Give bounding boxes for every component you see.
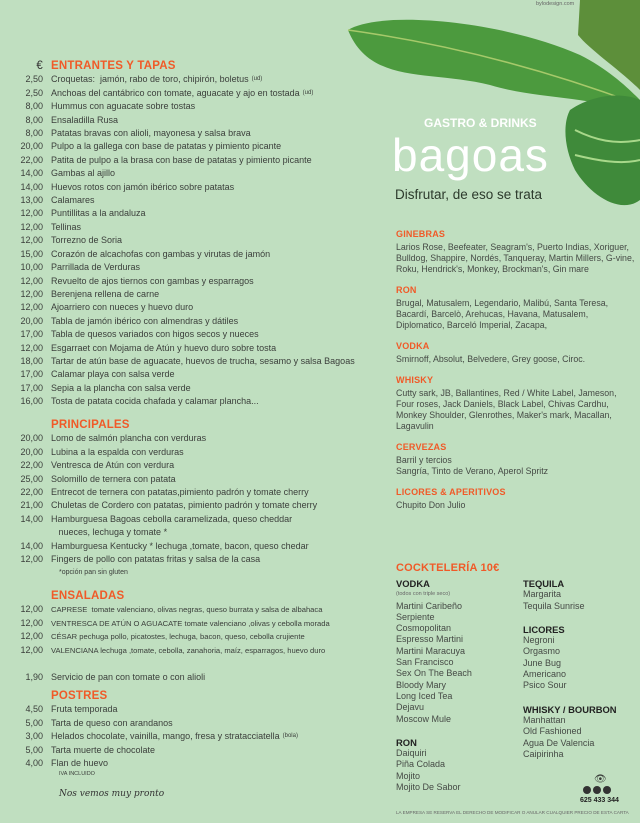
item-name: nueces, lechuga y tomate * (51, 527, 168, 538)
drink-group-list: Cutty sark, JB, Ballantines, Red / White Label, Jameson, Four roses, Jack Daniels, Black Label, Chivas Cardhu, Monkey Shoulder, Glenrothes, Maker's mark, Macallan, Lagavulin (396, 388, 617, 431)
cocktail-item: Manhattan (523, 714, 566, 725)
menu-item (0, 248, 355, 261)
social-icons (583, 786, 611, 794)
cocktail-item: Tequila Sunrise (523, 600, 585, 611)
price: 15,00 (20, 248, 43, 259)
cocktail-item: Americano (523, 669, 567, 680)
facebook-icon[interactable] (593, 786, 601, 794)
price: 5,00 (25, 717, 43, 728)
price: 12,00 (20, 221, 43, 232)
price: 14,00 (20, 540, 43, 551)
price: 12,00 (20, 208, 43, 219)
price: 12,00 (20, 342, 43, 353)
price: 22,00 (20, 487, 43, 498)
section-entrantes (0, 60, 355, 409)
credit: bylodesign.com (536, 1, 575, 7)
section-title: PRINCIPALES (51, 419, 130, 431)
drink-group-title: WHISKY (396, 375, 434, 385)
drinks-list (396, 229, 636, 521)
section-postres (0, 690, 298, 778)
menu-item (0, 87, 355, 100)
menu-item (0, 730, 298, 743)
menu-item (0, 100, 355, 113)
cocktail-item: Psico Sour (523, 680, 567, 691)
menu-item (0, 328, 355, 341)
drink-group-list: Barril y tercios Sangría, Tinto de Verano, Aperol Spritz (396, 455, 549, 476)
section-title: ENTRANTES Y TAPAS (51, 60, 176, 72)
vat-note: IVA INCLUIDO (59, 771, 95, 778)
menu-item (0, 459, 317, 472)
cocktail-item: Piña Colada (396, 759, 446, 770)
item-name: Fruta temporada (51, 704, 118, 715)
price: 20,00 (20, 315, 43, 326)
cocktail-group (396, 578, 472, 725)
drink-group-list: Larios Rose, Beefeater, Seagram's, Puerto Indias, Xoriguer, Bulldog, Shappire, Nordés, Tanqueray, Martin Millers, G-vine, Roku, Hendrick's, Monkey, Brockman's, Gin mare (396, 242, 635, 274)
currency-symbol: € (36, 60, 43, 72)
menu-item (0, 382, 355, 395)
price (0, 526, 51, 539)
menu-item (0, 717, 298, 730)
item-name: Hamburguesa Bagoas cebolla caramelizada, queso cheddar (51, 513, 293, 524)
instagram-icon[interactable] (583, 786, 591, 794)
item-name: Anchoas del cantábrico con tomate, aguacate y ajo en tostada (51, 87, 300, 98)
item-name: VENTRESCA DE ATÚN O AGUACATE tomate valenciano ,olivas y cebolla morada (51, 618, 330, 628)
item-name: Sepia a la plancha con salsa verde (51, 382, 191, 393)
item-name: Berenjena rellena de carne (51, 288, 160, 299)
menu-item (0, 603, 330, 616)
drink-group (396, 442, 636, 477)
item-name: Gambas al ajillo (51, 168, 116, 179)
cocktail-item: June Bug (523, 657, 562, 668)
section-ensaladas (0, 590, 330, 657)
item-name: Lomo de salmón plancha con verduras (51, 433, 207, 444)
menu-item (0, 553, 317, 566)
section-title: POSTRES (51, 690, 108, 702)
menu-item (0, 127, 355, 140)
menu-item (0, 315, 355, 328)
cocktail-item: Mojito (396, 770, 421, 781)
price: 5,00 (25, 744, 43, 755)
item-name: Pulpo a la gallega con base de patatas y pimiento picante (51, 141, 282, 152)
item-name: Lubina a la espalda con verduras (51, 446, 184, 457)
item-unit: (ud) (251, 76, 263, 83)
item-name: Patatas bravas con alioli, mayonesa y salsa brava (51, 128, 251, 139)
drink-group-title: LICORES & APERITIVOS (396, 487, 506, 497)
menu-item (0, 395, 355, 408)
menu-item (0, 261, 355, 274)
price: 12,00 (20, 235, 43, 246)
item-name: Helados chocolate, vainilla, mango, fresa y stratacciatella (51, 731, 280, 742)
item-name: Hamburguesa Kentucky * lechuga ,tomate, bacon, queso chedar (51, 540, 309, 551)
price: 2,50 (25, 74, 43, 85)
cocktail-item: Espresso Martini (396, 634, 464, 645)
menu-item (0, 703, 298, 716)
price: 8,00 (25, 114, 43, 125)
drink-group (396, 229, 636, 275)
item-name: Calamares (51, 195, 95, 206)
price: 18,00 (20, 355, 43, 366)
bread-service (0, 671, 205, 684)
price: 13,00 (20, 195, 43, 206)
item-name: Esgarraet con Mojama de Atún y huevo duro sobre tosta (51, 342, 277, 353)
menu-item (0, 355, 355, 368)
item-name: VALENCIANA lechuga ,tomate, cebolla, zanahoria, maíz, esparragos, huevo duro (51, 645, 326, 655)
menu-item (0, 486, 317, 499)
item-unit: (ud) (302, 89, 314, 96)
price: 4,50 (25, 704, 43, 715)
item-name: Solomillo de ternera con patata (51, 473, 176, 484)
menu-item (0, 73, 355, 86)
cocktail-group-note: (todos con triple seco) (396, 591, 451, 598)
tripadvisor-icon: 👁 (594, 774, 607, 785)
drink-group (396, 375, 636, 432)
item-name: Servicio de pan con tomate o con alioli (51, 672, 206, 682)
menu-item (0, 114, 355, 127)
price: 12,00 (20, 302, 43, 313)
item-name: Hummus con aguacate sobre tostas (51, 101, 196, 112)
section-principales (0, 419, 317, 580)
cocktail-item: Bloody Mary (396, 679, 447, 690)
menu-item (0, 432, 317, 445)
cocktail-group (523, 578, 617, 612)
menu-item (0, 154, 355, 167)
cocktail-item: Cosmopolitan (396, 623, 452, 634)
drink-group-title: CERVEZAS (396, 442, 447, 452)
drink-group-list: Chupito Don Julio (396, 500, 466, 510)
menu-item (0, 342, 355, 355)
item-name: Ensaladilla Rusa (51, 114, 119, 125)
gluten-note: *opción pan sin gluten (59, 569, 128, 577)
price: 17,00 (20, 382, 43, 393)
cocktail-item: Negroni (523, 635, 555, 646)
cocktails-title: COCKTELERÍA 10€ (396, 562, 500, 574)
price: 1,90 (25, 672, 43, 682)
item-name: Croquetas: jamón, rabo de toro, chipirón, boletus (51, 74, 249, 85)
cocktail-item: Martini Caribeño (396, 600, 463, 611)
cocktail-item: Dejavu (396, 702, 425, 713)
item-name: Patita de pulpo a la brasa con base de patatas y pimiento picante (51, 154, 312, 165)
cocktail-group-title: RON (396, 736, 417, 748)
price: 14,00 (20, 513, 43, 524)
item-name: Tarta muerte de chocolate (51, 744, 156, 755)
price: 10,00 (20, 262, 43, 273)
menu-item (0, 513, 317, 526)
cocktail-group-title: LICORES (523, 623, 565, 635)
price: 17,00 (20, 329, 43, 340)
menu-item (0, 140, 355, 153)
item-name: Puntillitas a la andaluza (51, 208, 146, 219)
item-name: Tarta de queso con arandanos (51, 717, 173, 728)
phone-number: 625 433 344 (580, 797, 619, 804)
cocktail-item: Mojito De Sabor (396, 782, 461, 793)
menu-item (0, 194, 355, 207)
cocktail-item: Serpiente (396, 611, 435, 622)
price: 20,00 (20, 141, 43, 152)
menu-item (0, 288, 355, 301)
cocktail-group (523, 704, 617, 760)
menu-item (0, 301, 355, 314)
drink-group (396, 285, 636, 331)
item-unit: (bola) (282, 733, 298, 740)
price: 16,00 (20, 396, 43, 407)
price: 22,00 (20, 154, 43, 165)
drink-group-list: Smirnoff, Absolut, Belvedere, Grey goose, Ciroc. (396, 354, 586, 364)
cocktail-item: Orgasmo (523, 646, 561, 657)
menu-item (0, 446, 317, 459)
cocktail-group-title: TEQUILA (523, 578, 565, 589)
cocktail-group (396, 737, 472, 793)
price: 22,00 (20, 460, 43, 471)
item-name: Flan de huevo (51, 758, 109, 769)
menu-item (0, 275, 355, 288)
item-name: Corazón de alcachofas con gambas y virutas de jamón (51, 248, 271, 259)
cocktail-item: Daiquiri (396, 748, 427, 759)
menu-item (0, 207, 355, 220)
brand-tagline: GASTRO & DRINKS (424, 116, 537, 130)
cocktails-column-1 (396, 578, 472, 805)
brand-slogan: Disfrutar, de eso se trata (395, 187, 543, 202)
cocktail-item: Margarita (523, 589, 562, 600)
cocktail-item: Old Fashioned (523, 726, 582, 737)
item-name: Tosta de patata cocida chafada y calamar plancha... (51, 396, 259, 407)
price: 12,00 (20, 604, 43, 615)
price: 4,00 (25, 758, 43, 769)
price: 8,00 (25, 128, 43, 139)
price: 14,00 (20, 168, 43, 179)
price: 17,00 (20, 369, 43, 380)
item-name: Tartar de atún base de aguacate, huevos de trucha, sesamo y salsa Bagoas (51, 355, 355, 366)
menu-item (0, 644, 330, 657)
item-name: Parrillada de Verduras (51, 262, 141, 273)
cocktail-group-title: VODKA (396, 578, 430, 589)
cocktail-group-title: WHISKY / BOURBON (523, 703, 617, 715)
item-name: Entrecot de ternera con patatas,pimiento padrón y tomate cherry (51, 487, 309, 498)
item-name: Torrezno de Soria (51, 235, 123, 246)
menu-item (0, 221, 355, 234)
drink-group (396, 341, 636, 365)
cocktail-group (523, 624, 617, 692)
price: 3,00 (25, 731, 43, 742)
disclaimer: LA EMPRESA SE RESERVA EL DERECHO DE MODIFICAR O ANULAR CUALQUIER PRECIO DE ESTA CARTA (396, 810, 629, 815)
price: 8,00 (25, 101, 43, 112)
menu-item (0, 617, 330, 630)
price: 12,00 (20, 288, 43, 299)
menu-item (0, 526, 317, 539)
price: 12,00 (20, 644, 43, 655)
item-name: Revuelto de ajos tiernos con gambas y esparragos (51, 275, 254, 286)
cocktail-item: Long Iced Tea (396, 690, 453, 701)
price: 14,00 (20, 181, 43, 192)
price: 20,00 (20, 433, 43, 444)
signature: Nos vemos muy pronto (59, 789, 165, 799)
item-name: CÉSAR pechuga pollo, picatostes, lechuga, bacon, queso, cebolla crujiente (51, 632, 305, 642)
price: 2,50 (25, 87, 43, 98)
price: 25,00 (20, 473, 43, 484)
section-title: ENSALADAS (51, 590, 125, 602)
menu-item (0, 167, 355, 180)
drink-group-list: Brugal, Matusalem, Legendario, Malibú, Santa Teresa, Bacardí, Barcelò, Arehucas, Havana, Matusalem, Diplomatico, Barceló Imperial, Zacapa, (396, 298, 609, 330)
menu-item (0, 744, 298, 757)
cocktails-column-2 (523, 578, 617, 772)
item-name: Ajoarriero con nueces y huevo duro (51, 302, 194, 313)
item-name: Huevos rotos con jamón ibérico sobre patatas (51, 181, 235, 192)
price: 12,00 (20, 554, 43, 565)
drink-group-title: VODKA (396, 341, 430, 351)
drink-group-title: RON (396, 285, 417, 295)
brand-logo: bagoas (392, 129, 549, 181)
cocktail-item: Sex On The Beach (396, 668, 472, 679)
item-name: CAPRESE tomate valenciano, olivas negras, queso burrata y salsa de albahaca (51, 605, 323, 615)
menu-item (0, 368, 355, 381)
menu-item (0, 757, 298, 770)
cocktail-item: San Francisco (396, 657, 454, 668)
whatsapp-icon[interactable] (603, 786, 611, 794)
item-name: Chuletas de Cordero con patatas, pimiento padrón y tomate cherry (51, 500, 318, 511)
item-name: Calamar playa con salsa verde (51, 369, 175, 380)
menu-item (0, 499, 317, 512)
cocktail-item: Martini Maracuya (396, 645, 466, 656)
cocktail-item: Caipirinha (523, 748, 564, 759)
item-name: Ventresca de Atún con verdura (51, 460, 175, 471)
menu-item (0, 473, 317, 486)
drink-group (396, 487, 636, 511)
menu-item (0, 630, 330, 643)
menu-item (0, 540, 317, 553)
drink-group-title: GINEBRAS (396, 229, 446, 239)
cocktail-item: Moscow Mule (396, 713, 452, 724)
price: 12,00 (20, 631, 43, 642)
item-name: Fingers de pollo con patatas fritas y salsa de la casa (51, 554, 261, 565)
price: 12,00 (20, 275, 43, 286)
price: 20,00 (20, 446, 43, 457)
menu-item (0, 234, 355, 247)
menu-item (0, 181, 355, 194)
price: 21,00 (20, 500, 43, 511)
cocktail-item: Agua De Valencia (523, 737, 595, 748)
price: 12,00 (20, 617, 43, 628)
item-name: Tellinas (51, 221, 82, 232)
item-name: Tabla de quesos variados con higos secos y nueces (51, 329, 259, 340)
item-name: Tabla de jamón ibérico con almendras y dátiles (51, 315, 239, 326)
